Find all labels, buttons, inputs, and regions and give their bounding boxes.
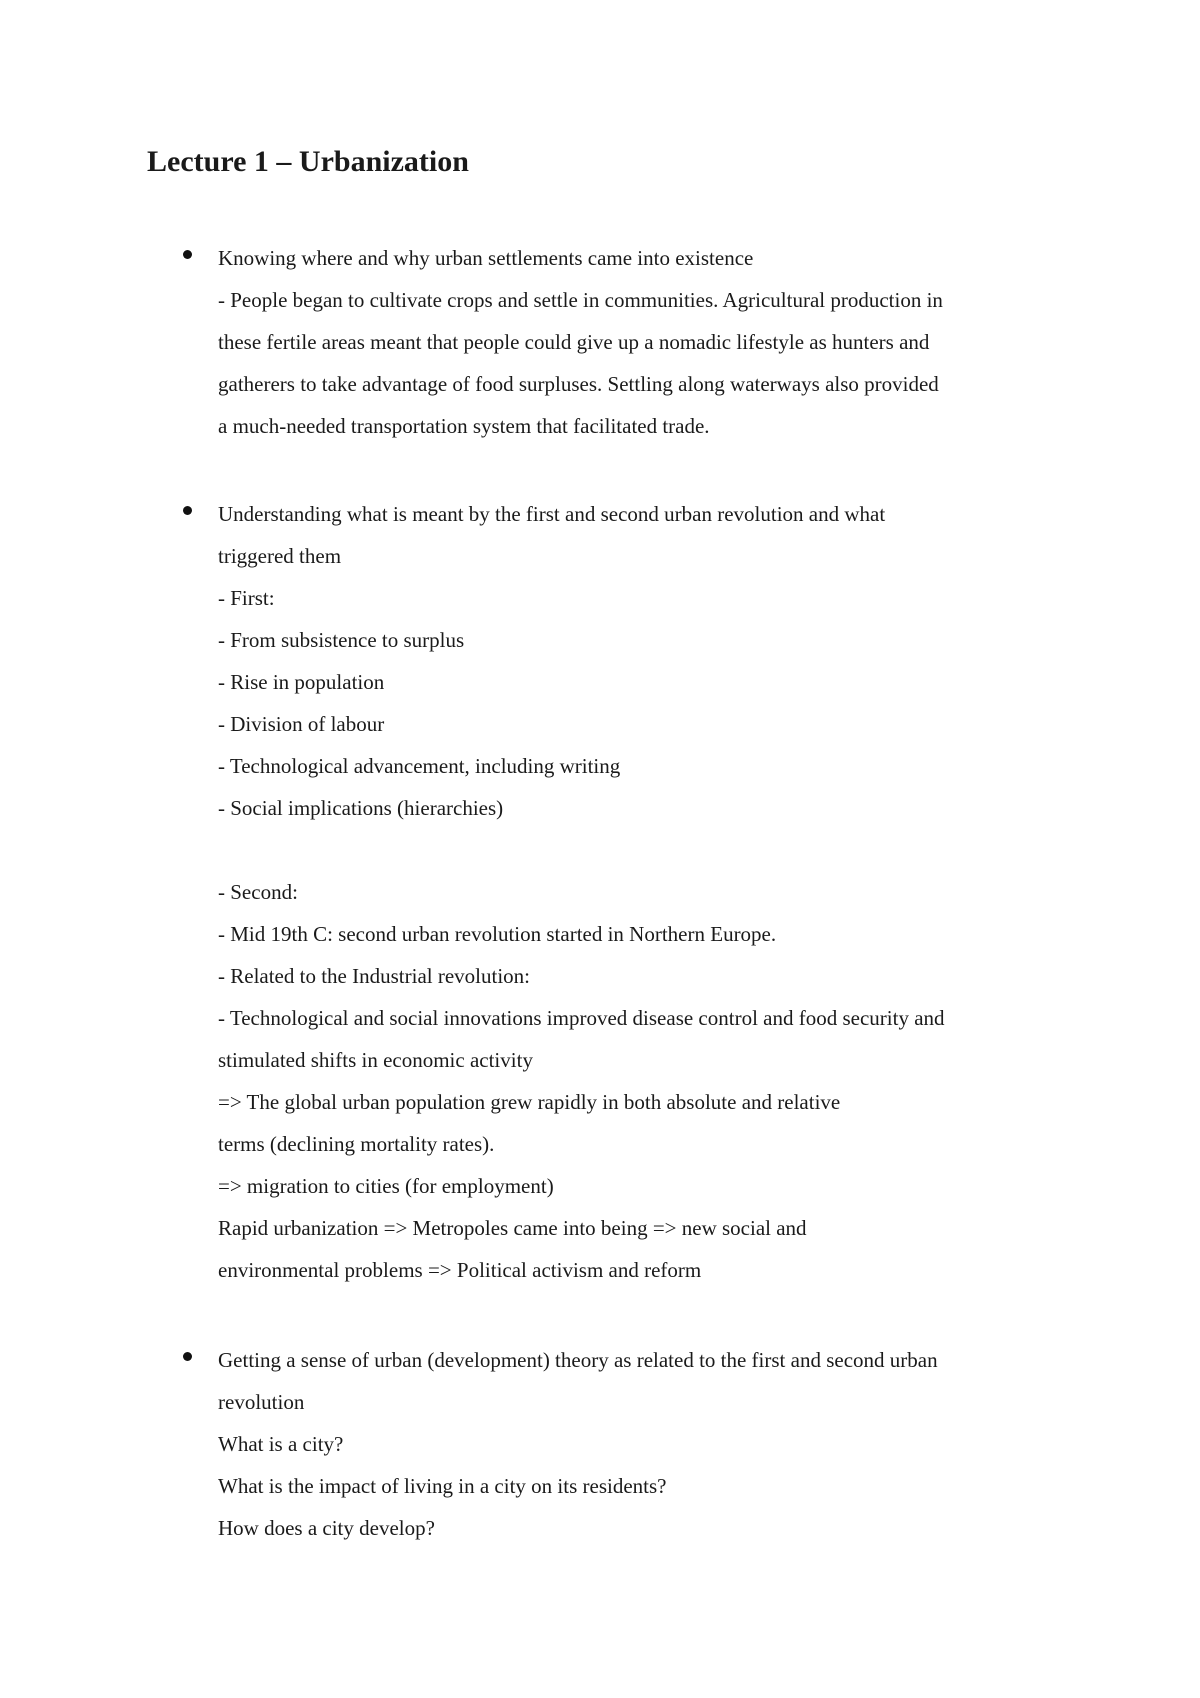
text-line: terms (declining mortality rates). xyxy=(218,1132,495,1156)
question-line: How does a city develop? xyxy=(218,1516,435,1540)
bullet-icon xyxy=(183,506,192,515)
second-revolution-label: - Second: xyxy=(218,880,298,904)
text-line: - Technological advancement, including writing xyxy=(218,754,621,778)
text-line: - Social implications (hierarchies) xyxy=(218,796,504,820)
question-line: What is a city? xyxy=(218,1432,344,1456)
text-line: - Division of labour xyxy=(218,712,385,736)
text-line: - From subsistence to surplus xyxy=(218,628,465,652)
text-line: environmental problems => Political activism and reform xyxy=(218,1258,702,1282)
question-line: What is the impact of living in a city on its residents? xyxy=(218,1474,667,1498)
text-line: - Technological and social innovations improved disease control and food security and xyxy=(218,1006,945,1030)
bullet-icon xyxy=(183,250,192,259)
text-line: a much-needed transportation system that facilitated trade. xyxy=(218,414,710,438)
list-item-urban-theory xyxy=(218,1339,1098,1549)
text-line: - Related to the Industrial revolution: xyxy=(218,964,531,988)
text-line: stimulated shifts in economic activity xyxy=(218,1048,533,1072)
blank-line xyxy=(218,829,1098,871)
text-line: - Rise in population xyxy=(218,670,385,694)
list-item-heading: Knowing where and why urban settlements came into existence xyxy=(218,246,754,270)
text-line: => migration to cities (for employment) xyxy=(218,1174,554,1198)
list-item-settlements xyxy=(218,237,1098,447)
list-item-heading: triggered them xyxy=(218,544,342,568)
bullet-icon xyxy=(183,1352,192,1361)
first-revolution-label: - First: xyxy=(218,586,275,610)
list-item-urban-revolutions xyxy=(218,493,1098,1291)
text-line: Rapid urbanization => Metropoles came into being => new social and xyxy=(218,1216,807,1240)
text-line: - Mid 19th C: second urban revolution started in Northern Europe. xyxy=(218,922,777,946)
list-item-heading: Understanding what is meant by the first and second urban revolution and what xyxy=(218,502,886,526)
list-item-heading: Getting a sense of urban (development) theory as related to the first and second urban xyxy=(218,1348,938,1372)
text-line: gatherers to take advantage of food surpluses. Settling along waterways also provided xyxy=(218,372,939,396)
text-line: => The global urban population grew rapidly in both absolute and relative xyxy=(218,1090,841,1114)
list-item-heading: revolution xyxy=(218,1390,305,1414)
text-line: these fertile areas meant that people could give up a nomadic lifestyle as hunters and xyxy=(218,330,930,354)
text-line: - People began to cultivate crops and settle in communities. Agricultural production in xyxy=(218,288,943,312)
page-title: Lecture 1 – Urbanization xyxy=(147,145,469,178)
